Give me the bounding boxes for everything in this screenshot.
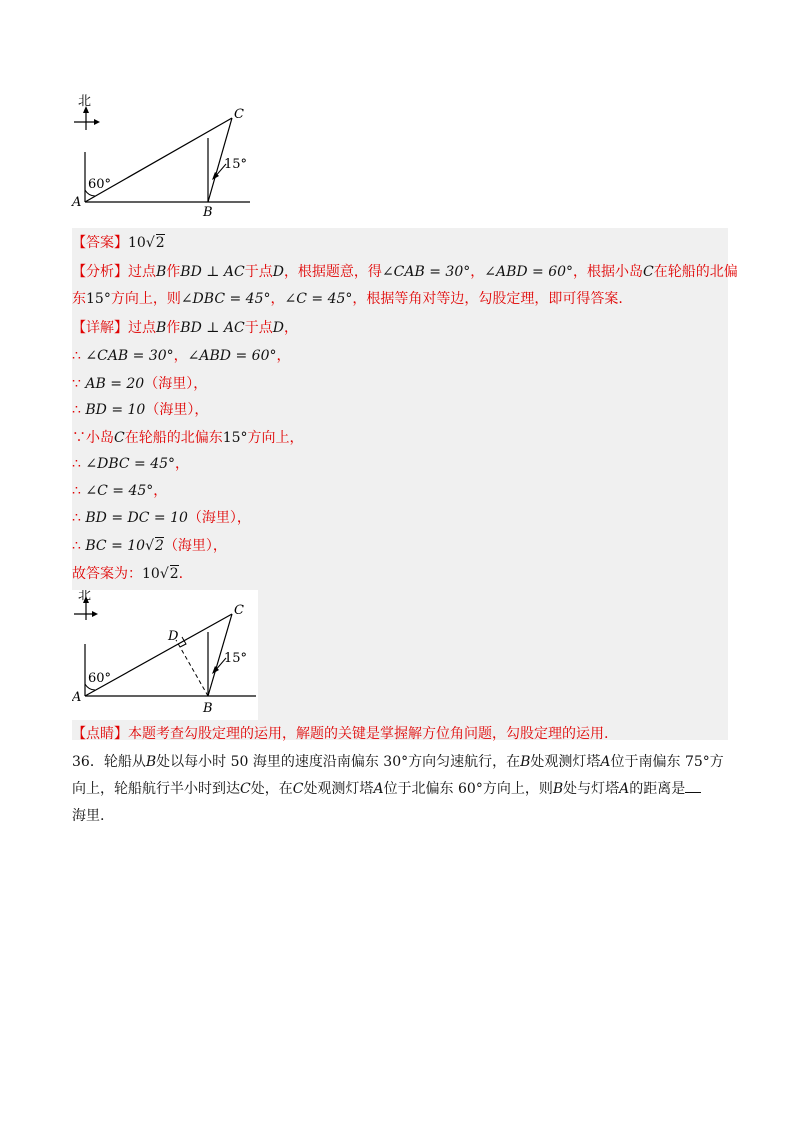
- detail-step-2: ∵ AB = 20（海里），: [72, 376, 208, 392]
- comment-line: [72, 724, 608, 744]
- comment-text: 本题考查勾股定理的运用，解题的关键是掌握解方位角问题，勾股定理的运用.: [128, 726, 609, 742]
- figure-1: [68, 92, 258, 218]
- point-a-label: A: [72, 690, 82, 705]
- detail-step-6: ∴ ∠C = 45°，: [72, 483, 168, 499]
- answer-value: 10√2: [128, 235, 165, 251]
- point-b-label: B: [203, 701, 213, 716]
- answer-tag: 【答案】: [72, 235, 128, 251]
- answer-blank: [685, 780, 701, 793]
- analysis-line-2: 东15°方向上，则∠DBC = 45°，∠C = 45°，根据等角对等边，勾股定理，即可得答案.: [72, 291, 623, 307]
- point-d-label: D: [168, 629, 179, 644]
- detail-step-8: ∴ BC = 10√2（海里），: [72, 538, 227, 554]
- figure-2: [72, 590, 258, 720]
- north-label: 北: [78, 94, 92, 109]
- answer-line: [72, 233, 165, 253]
- point-c-label: C: [234, 603, 244, 618]
- point-b-label: B: [203, 205, 213, 218]
- detail-step-5: ∴ ∠DBC = 45°，: [72, 456, 190, 472]
- point-c-label: C: [234, 107, 244, 122]
- detail-step-4: ∵小岛C在轮船的北偏东15°方向上，: [72, 430, 304, 446]
- comment-tag: 【点睛】: [72, 726, 128, 742]
- detail-line-0: 【详解】过点B作BD ⊥ AC于点D，: [72, 320, 298, 336]
- question-line-1: 36．轮船从B处以每小时 50 海里的速度沿南偏东 30°方向匀速航行，在B处观测灯塔A位于南偏东 75°方: [72, 754, 724, 770]
- detail-step-1: ∴ ∠CAB = 30°，∠ABD = 60°，: [72, 348, 291, 364]
- angle-b-label: 15°: [224, 651, 248, 666]
- analysis-line-1: 【分析】过点B作BD ⊥ AC于点D，根据题意，得∠CAB = 30°，∠ABD = 60°，根据小岛C在轮船的北偏: [72, 264, 738, 280]
- detail-final: 故答案为：10√2.: [72, 566, 184, 582]
- point-a-label: A: [72, 195, 82, 210]
- question-line-3: 海里.: [72, 808, 105, 824]
- north-label: 北: [78, 590, 92, 603]
- detail-step-7: ∴ BD = DC = 10（海里），: [72, 510, 251, 526]
- angle-a-label: 60°: [88, 671, 112, 686]
- question-line-2: 向上，轮船航行半小时到达C处，在C处观测灯塔A位于北偏东 60°方向上，则B处与灯塔A的距离是: [72, 779, 701, 799]
- angle-b-label: 15°: [224, 157, 248, 172]
- detail-step-3: ∴ BD = 10（海里），: [72, 402, 209, 418]
- angle-a-label: 60°: [88, 177, 112, 192]
